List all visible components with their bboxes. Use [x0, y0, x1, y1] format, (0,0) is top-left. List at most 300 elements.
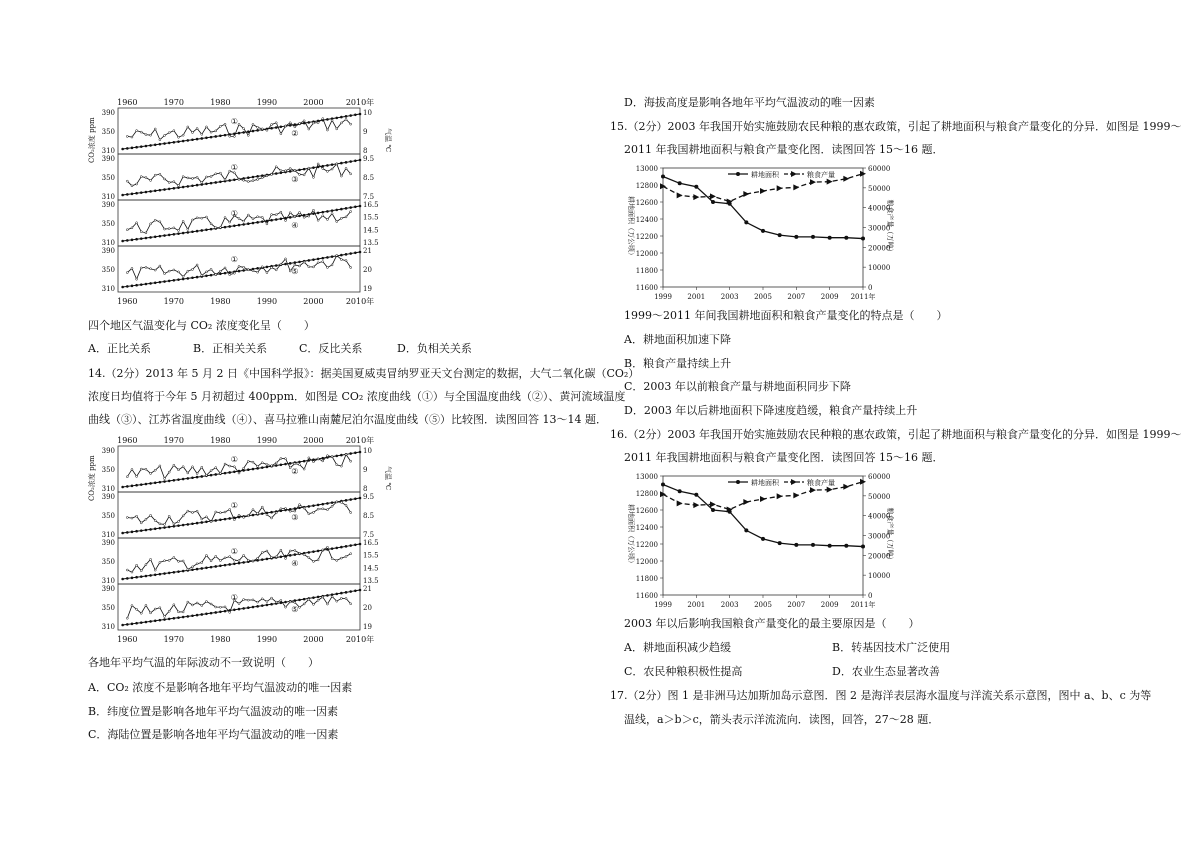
temperature-point — [136, 222, 138, 224]
question-stem: 四个地区气温变化与 CO₂ 浓度变化呈（ ） — [88, 319, 315, 332]
temperature-point — [336, 501, 338, 503]
co2-point — [289, 170, 292, 173]
temperature-point — [326, 546, 328, 548]
temperature-point — [317, 219, 319, 221]
temperature-point — [238, 123, 240, 125]
bottom-year-label: 2000 — [303, 297, 324, 306]
temperature-point — [150, 472, 152, 474]
temperature-point — [312, 176, 314, 178]
temperature-point — [229, 274, 231, 276]
co2-point — [173, 571, 176, 574]
co2-point — [200, 475, 203, 478]
temperature-point — [159, 465, 161, 467]
co2-point — [173, 617, 176, 620]
co2-point — [214, 519, 217, 522]
co2-point — [154, 619, 157, 622]
temperature-point — [280, 508, 282, 510]
point-grain — [843, 484, 849, 490]
panel-frame — [118, 246, 360, 292]
co2-point — [205, 520, 208, 523]
left-tick-label: 12400 — [635, 216, 658, 224]
co2-point — [121, 486, 124, 489]
co2-point — [196, 276, 199, 279]
co2-point — [126, 623, 129, 626]
temperature-point — [191, 131, 193, 133]
temperature-point — [238, 472, 240, 474]
temperature-point — [159, 221, 161, 223]
x-tick-label: 1999 — [654, 293, 672, 301]
co2-tick-label: 390 — [101, 109, 115, 117]
right-tick-label: 50000 — [868, 184, 891, 193]
temperature-point — [317, 599, 319, 601]
temperature-point — [224, 606, 226, 608]
legend-marker-cropland — [736, 172, 740, 176]
temperature-point — [168, 471, 170, 473]
temperature-point — [164, 228, 166, 230]
temperature-point — [336, 254, 338, 256]
temp-tick-label: 16.5 — [363, 539, 379, 547]
co2-point — [252, 222, 255, 225]
temperature-point — [257, 465, 259, 467]
temperature-point — [126, 272, 128, 274]
co2-point — [335, 209, 338, 212]
co2-point — [308, 551, 311, 554]
q17-line2: 温线，a＞b＞c，箭头表示洋流流向．读图，回答，27～28 题． — [624, 713, 940, 726]
temperature-point — [331, 558, 333, 560]
co2-point — [335, 547, 338, 550]
temperature-point — [238, 603, 240, 605]
co2-tick-label: 390 — [101, 493, 115, 501]
temperature-point — [261, 506, 263, 508]
co2-point — [359, 113, 362, 116]
cropland-grain-chart-1 — [618, 160, 893, 305]
co2-point — [191, 522, 194, 525]
temperature-point — [308, 598, 310, 600]
temperature-point — [201, 466, 203, 468]
temperature-point — [252, 218, 254, 220]
co2-point — [224, 226, 227, 229]
point-grain — [810, 179, 816, 185]
temperature-point — [299, 464, 301, 466]
co2-tick-label: 350 — [101, 266, 115, 274]
co2-point — [214, 565, 217, 568]
co2-point — [135, 530, 138, 533]
co2-point — [298, 461, 301, 464]
temperature-point — [215, 227, 217, 229]
temperature-point — [210, 131, 212, 133]
co2-tick-label: 310 — [101, 147, 115, 155]
temperature-point — [191, 268, 193, 270]
co2-point — [261, 558, 264, 561]
co2-point — [187, 477, 190, 480]
temp-tick-label: 15.5 — [363, 213, 379, 222]
temperature-point — [312, 560, 314, 562]
co2-point — [312, 258, 315, 261]
temperature-point — [340, 597, 342, 599]
temperature-point — [205, 176, 207, 178]
co2-point — [149, 282, 152, 285]
temperature-point — [340, 217, 342, 219]
co2-point — [280, 125, 283, 128]
temperature-point — [326, 509, 328, 511]
co2-point — [205, 228, 208, 231]
co2-point — [131, 531, 134, 534]
temperature-point — [168, 270, 170, 272]
temperature-point — [210, 176, 212, 178]
temp-tick-label: 13.5 — [363, 577, 379, 585]
co2-point — [284, 601, 287, 604]
co2-point — [187, 615, 190, 618]
temperature-point — [229, 465, 231, 467]
temperature-point — [266, 129, 268, 131]
q14-option-b: B．纬度位置是影响各地年平均气温波动的唯一因素 — [88, 705, 339, 718]
right-tick-label: 60000 — [868, 165, 891, 173]
co2-point — [331, 255, 334, 258]
temperature-point — [243, 467, 245, 469]
temperature-point — [317, 163, 319, 165]
temperature-point — [326, 218, 328, 220]
q15-line2: 2011 年我国耕地面积与粮食产量变化图．读图回答 15～16 题． — [624, 143, 944, 156]
co2-curve — [123, 114, 360, 149]
temperature-point — [303, 120, 305, 122]
bottom-year-label: 2000 — [303, 635, 324, 644]
temperature-point — [322, 549, 324, 551]
point-cropland — [861, 237, 865, 241]
left-tick-label: 12800 — [635, 490, 658, 498]
co2-point — [261, 466, 264, 469]
co2-point — [121, 578, 124, 581]
temperature-point — [303, 174, 305, 176]
curve-label-temperature: ④ — [291, 221, 299, 230]
temp-tick-label: 20 — [363, 266, 372, 274]
co2-point — [205, 566, 208, 569]
temperature-point — [140, 522, 142, 524]
left-tick-label: 13000 — [635, 165, 658, 173]
temperature-point — [145, 468, 147, 470]
temperature-point — [345, 216, 347, 218]
temperature-point — [196, 128, 198, 130]
temperature-point — [224, 557, 226, 559]
co2-point — [205, 182, 208, 185]
left-axis-title: 耕地面积（万公顷） — [627, 196, 635, 259]
left-tick-label: 12600 — [635, 199, 658, 207]
temperature-point — [131, 468, 133, 470]
x-tick-label: 2011年 — [850, 293, 876, 301]
co2-point — [210, 228, 213, 231]
temperature-point — [159, 523, 161, 525]
temperature-point — [299, 123, 301, 125]
temperature-point — [187, 472, 189, 474]
temperature-point — [140, 267, 142, 269]
temperature-point — [336, 559, 338, 561]
temperature-point — [145, 232, 147, 234]
co2-tick-label: 310 — [101, 623, 115, 631]
co2-point — [219, 610, 222, 613]
co2-point — [191, 276, 194, 279]
temperature-point — [280, 458, 282, 460]
curve-label-co2: ① — [230, 455, 238, 464]
co2-point — [275, 172, 278, 175]
q16-line1: 16.（2分）2003 年我国开始实施鼓励农民种粮的惠农政策，引起了耕地面积与粮食产量变化的分异．如图是 1999～ — [610, 428, 1182, 441]
temperature-point — [252, 123, 254, 125]
temperature-point — [243, 516, 245, 518]
co2-point — [121, 286, 124, 289]
temperature-point — [243, 554, 245, 556]
temp-tick-label: 20 — [363, 604, 372, 612]
temperature-point — [219, 270, 221, 272]
curve-label-co2: ① — [230, 501, 238, 510]
temperature-point — [350, 603, 352, 605]
temperature-point — [150, 179, 152, 181]
point-cropland — [761, 229, 765, 233]
co2-point — [210, 474, 213, 477]
temperature-point — [150, 558, 152, 560]
co2-point — [321, 257, 324, 260]
temp-tick-label: 7.5 — [363, 193, 375, 201]
temperature-point — [238, 514, 240, 516]
temperature-point — [159, 265, 161, 267]
right-tick-label: 20000 — [868, 552, 891, 561]
curve-label-co2: ① — [230, 117, 238, 126]
x-tick-label: 2001 — [687, 601, 706, 609]
temperature-point — [317, 262, 319, 264]
co2-point — [163, 234, 166, 237]
co2-point — [252, 514, 255, 517]
temperature-point — [131, 136, 133, 138]
co2-point — [228, 517, 231, 520]
temperature-point — [136, 564, 138, 566]
co2-point — [284, 463, 287, 466]
co2-point — [326, 594, 329, 597]
temperature-point — [238, 178, 240, 180]
point-grain — [677, 192, 683, 198]
q16-stem: 2003 年以后影响我国粮食产量变化的最主要原因是（ ） — [624, 617, 920, 630]
right-tick-label: 10000 — [868, 572, 891, 581]
right-tick-label: 40000 — [868, 512, 891, 521]
temperature-point — [201, 182, 203, 184]
temperature-point — [247, 460, 249, 462]
co2-point — [233, 224, 236, 227]
panel-frame — [118, 584, 360, 630]
temperature-point — [294, 264, 296, 266]
temperature-point — [303, 468, 305, 470]
co2-point — [159, 527, 162, 530]
point-cropland — [661, 483, 665, 487]
co2-point — [135, 622, 138, 625]
temperature-point — [252, 270, 254, 272]
temperature-point — [331, 505, 333, 507]
temperature-point — [350, 123, 352, 125]
co2-point — [326, 164, 329, 167]
panel-frame — [118, 154, 360, 200]
temperature-point — [345, 504, 347, 506]
left-tick-label: 11600 — [635, 284, 658, 292]
co2-point — [177, 278, 180, 281]
co2-point — [242, 131, 245, 134]
x-tick-label: 2005 — [754, 601, 772, 609]
temperature-point — [261, 128, 263, 130]
co2-point — [154, 481, 157, 484]
temperature-point — [294, 216, 296, 218]
co2-point — [275, 218, 278, 221]
temperature-point — [336, 163, 338, 165]
temperature-point — [159, 561, 161, 563]
co2-point — [145, 575, 148, 578]
q14-line2: 浓度日均值将于今年 5 月初超过 400ppm．如图是 CO₂ 浓度曲线（①）与全国温度曲线（②）、黄河流域温度 — [88, 390, 626, 403]
co2-point — [317, 258, 320, 261]
temperature-point — [131, 227, 133, 229]
co2-point — [168, 280, 171, 283]
temperature-point — [215, 274, 217, 276]
legend-label-grain: 粮食产量 — [807, 479, 835, 487]
co2-point — [131, 239, 134, 242]
temp-tick-label: 13.5 — [363, 239, 379, 247]
temperature-point — [201, 518, 203, 520]
bottom-year-label: 1970 — [163, 635, 185, 644]
temp-tick-label: 9 — [363, 466, 368, 474]
co2-point — [280, 555, 283, 558]
co2-point — [349, 498, 352, 501]
co2-point — [191, 230, 194, 233]
co2-point — [205, 274, 208, 277]
co2-point — [200, 567, 203, 570]
temperature-point — [191, 177, 193, 179]
point-grain — [827, 487, 833, 493]
co2-point — [224, 610, 227, 613]
co2-tick-label: 390 — [101, 155, 115, 163]
co2-point — [154, 143, 157, 146]
point-grain — [743, 499, 749, 505]
co2-tick-label: 350 — [101, 466, 115, 474]
right-axis-title: 粮食产量（万吨） — [886, 199, 894, 256]
co2-point — [359, 451, 362, 454]
temperature-point — [322, 508, 324, 510]
temperature-point — [205, 126, 207, 128]
point-grain — [843, 176, 849, 182]
temp-tick-label: 10 — [363, 447, 372, 455]
co2-point — [177, 478, 180, 481]
temperature-point — [331, 168, 333, 170]
temperature-point — [145, 564, 147, 566]
temperature-point — [336, 128, 338, 130]
q15-option-c: C．2003 年以前粮食产量与耕地面积同步下降 — [624, 380, 851, 393]
temperature-point — [219, 227, 221, 229]
co2-point — [331, 547, 334, 550]
temperature-point — [289, 601, 291, 603]
temperature-point — [182, 276, 184, 278]
point-cropland — [678, 181, 682, 185]
temperature-point — [182, 176, 184, 178]
x-tick-label: 2005 — [754, 293, 772, 301]
point-cropland — [778, 541, 782, 545]
co2-point — [298, 599, 301, 602]
temperature-point — [331, 595, 333, 597]
temperature-point — [205, 516, 207, 518]
co2-point — [303, 598, 306, 601]
legend-marker-grain — [791, 479, 797, 485]
temperature-point — [257, 513, 259, 515]
co2-point — [359, 159, 362, 162]
right-tick-label: 0 — [868, 284, 873, 292]
bottom-year-label: 2010年 — [345, 297, 375, 306]
co2-point — [349, 114, 352, 117]
co2-point — [173, 141, 176, 144]
temperature-point — [229, 221, 231, 223]
bottom-year-label: 1960 — [117, 635, 138, 644]
co2-point — [177, 524, 180, 527]
point-grain — [693, 194, 699, 200]
co2-point — [335, 455, 338, 458]
temperature-point — [285, 170, 287, 172]
co2-point — [159, 143, 162, 146]
temperature-point — [257, 178, 259, 180]
left-tick-label: 12400 — [635, 524, 658, 532]
temperature-point — [187, 601, 189, 603]
co2-point — [349, 252, 352, 255]
temperature-point — [210, 268, 212, 270]
temperature-point — [350, 173, 352, 175]
co2-point — [238, 562, 241, 565]
temperature-point — [312, 122, 314, 124]
temperature-point — [140, 231, 142, 233]
co2-point — [275, 464, 278, 467]
co2-point — [303, 168, 306, 171]
temperature-point — [243, 220, 245, 222]
temperature-point — [261, 216, 263, 218]
point-grain — [760, 496, 766, 502]
temperature-point — [261, 598, 263, 600]
co2-tick-label: 350 — [101, 512, 115, 520]
co2-point — [196, 184, 199, 187]
top-year-label: 1980 — [210, 436, 231, 445]
temperature-point — [210, 603, 212, 605]
temp-tick-label: 16.5 — [363, 201, 379, 209]
point-cropland — [794, 235, 798, 239]
co2-point — [280, 171, 283, 174]
temperature-point — [345, 260, 347, 262]
co2-point — [345, 499, 348, 502]
co2-point — [145, 483, 148, 486]
point-grain — [793, 184, 799, 190]
temperature-point — [294, 463, 296, 465]
temperature-point — [196, 217, 198, 219]
temperature-point — [247, 134, 249, 136]
temperature-point — [210, 521, 212, 523]
left-tick-label: 11800 — [635, 267, 658, 275]
temperature-point — [224, 511, 226, 513]
temperature-point — [299, 265, 301, 267]
co2-point — [154, 281, 157, 284]
temperature-point — [182, 515, 184, 517]
temperature-point — [345, 118, 347, 120]
temperature-point — [131, 571, 133, 573]
temperature-point — [350, 266, 352, 268]
temperature-point — [173, 556, 175, 558]
temperature-point — [201, 133, 203, 135]
temperature-point — [229, 135, 231, 137]
temperature-point — [247, 515, 249, 517]
co2-point — [359, 543, 362, 546]
temperature-point — [205, 216, 207, 218]
right-tick-label: 40000 — [868, 204, 891, 213]
temperature-point — [312, 266, 314, 268]
co2-tick-label: 310 — [101, 577, 115, 585]
temperature-point — [168, 559, 170, 561]
temperature-point — [243, 179, 245, 181]
temperature-point — [215, 173, 217, 175]
co2-point — [219, 180, 222, 183]
co2-point — [214, 473, 217, 476]
